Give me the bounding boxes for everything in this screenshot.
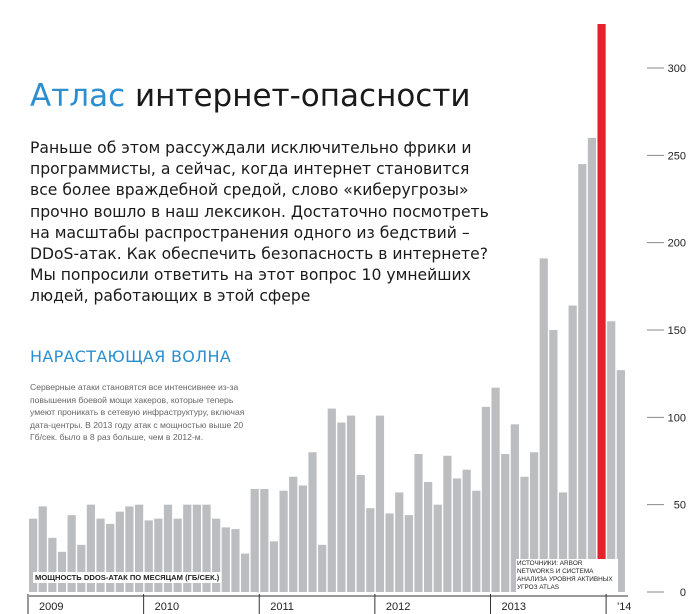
y-tick-label: 250 bbox=[667, 150, 686, 163]
source-note: ИСТОЧНИКИ: ARBOR NETWORKS И СИСТЕМА АНАЛИЗА УРОВНЯ АКТИВНЫХ УГРОЗ ATLAS bbox=[516, 559, 618, 593]
bar bbox=[337, 423, 345, 592]
bar bbox=[251, 489, 259, 592]
year-label: 2011 bbox=[270, 601, 294, 613]
bar bbox=[289, 477, 297, 592]
bar bbox=[366, 508, 374, 592]
bar bbox=[569, 306, 577, 592]
bar bbox=[405, 515, 413, 592]
y-tick-label: 200 bbox=[667, 237, 686, 250]
section-description: Серверные атаки становятся все интенсивнее из-за повышения боевой мощи хакеров, которые теперь умеют проникать в сетевую инфраструктуру, включая дата-центры. В 2013 году атак с мощностью выше 20 Гб/сек. было в 8 раз больше, чем в 2012-м. bbox=[30, 382, 245, 443]
year-label: '14 bbox=[617, 601, 632, 613]
bar bbox=[347, 416, 355, 592]
bar bbox=[482, 407, 490, 592]
bar bbox=[48, 538, 56, 592]
year-label: 2012 bbox=[385, 601, 411, 613]
y-tick-label: 100 bbox=[667, 412, 686, 425]
x-axis bbox=[28, 594, 631, 614]
title-rest: интернет-опасности bbox=[134, 78, 471, 114]
bar bbox=[231, 529, 239, 592]
bar bbox=[588, 138, 596, 592]
bar bbox=[491, 388, 499, 592]
y-tick-label: 50 bbox=[673, 499, 686, 512]
y-axis-label: МОЩНОСТЬ DDOS-АТАК ПО МЕСЯЦАМ (ГБ/СЕК.) bbox=[35, 573, 220, 582]
bar bbox=[376, 416, 384, 592]
bar bbox=[260, 489, 268, 592]
bar bbox=[299, 485, 307, 592]
bar bbox=[308, 452, 316, 592]
bar bbox=[463, 470, 471, 592]
page-title bbox=[30, 78, 471, 114]
year-label: 2009 bbox=[39, 601, 64, 613]
bar bbox=[280, 491, 288, 592]
bar bbox=[453, 478, 461, 592]
bar bbox=[270, 541, 278, 592]
bar bbox=[241, 554, 249, 592]
bar bbox=[386, 513, 394, 592]
bar bbox=[549, 330, 557, 592]
year-label: 2010 bbox=[154, 601, 180, 613]
bar bbox=[443, 456, 451, 592]
y-axis bbox=[647, 63, 686, 599]
bar-highlight bbox=[597, 24, 605, 592]
bar bbox=[77, 545, 85, 592]
bar bbox=[434, 505, 442, 592]
bar bbox=[357, 475, 365, 592]
bar bbox=[328, 409, 336, 592]
y-tick-label: 300 bbox=[667, 63, 686, 75]
bar bbox=[578, 164, 586, 592]
bar bbox=[472, 491, 480, 592]
lead-paragraph: Раньше об этом рассуждали исключительно фрики и программисты, а сейчас, когда интернет становится все более враждебной средой, слово «киберугрозы» прочно вошло в наш лексикон. Достаточно посмотреть на масштабы распространения одного из бедствий – DDoS-атак. Как обеспечить безопасность в интернете? Мы попросили ответить на этот вопрос 10 умнейших людей, работающих в этой сфере bbox=[30, 139, 489, 306]
bar bbox=[540, 258, 548, 592]
title-accent: Атлас bbox=[30, 78, 126, 114]
bar bbox=[501, 454, 509, 592]
bar bbox=[318, 545, 326, 592]
section-heading: НАРАСТАЮЩАЯ ВОЛНА bbox=[30, 347, 232, 366]
bar bbox=[222, 527, 230, 592]
y-tick-label: 150 bbox=[667, 325, 686, 337]
y-tick-label: 0 bbox=[679, 587, 686, 599]
year-label: 2013 bbox=[501, 601, 526, 613]
bar bbox=[424, 482, 432, 592]
bar bbox=[414, 454, 422, 592]
bar bbox=[607, 321, 615, 592]
bar bbox=[395, 492, 403, 592]
